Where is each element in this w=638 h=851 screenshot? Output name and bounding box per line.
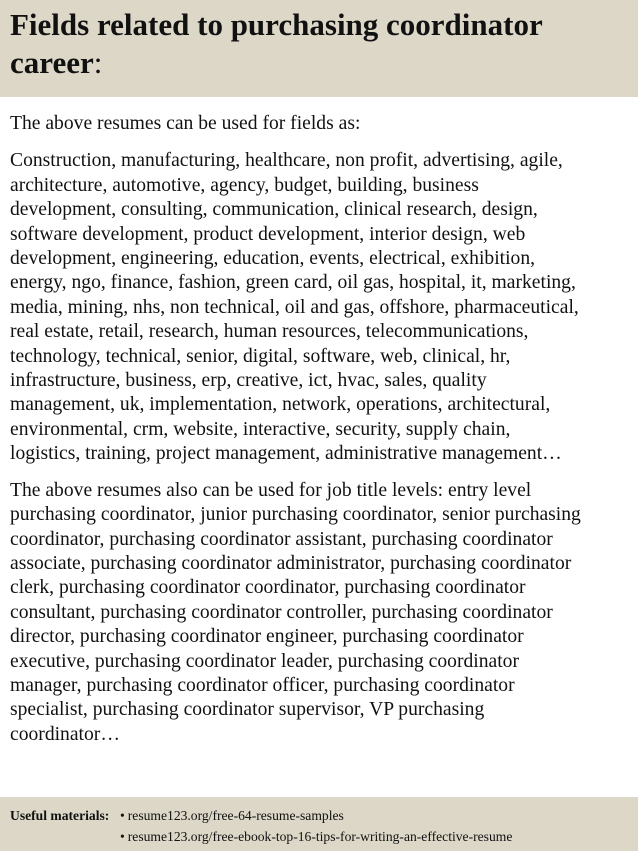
resume-samples-link[interactable]: resume123.org/free-64-resume-samples xyxy=(127,808,344,823)
job-levels-line: executive, purchasing coordinator leader, purchasing coordinator xyxy=(10,650,519,672)
fields-line: development, engineering, education, events, electrical, exhibition, xyxy=(10,248,536,270)
fields-line: software development, product development, interior design, web xyxy=(10,223,526,245)
bullet-icon: • xyxy=(120,808,125,823)
job-levels-line: coordinator… xyxy=(10,723,120,745)
job-levels-line: director, purchasing coordinator engineer, purchasing coordinator xyxy=(10,626,524,648)
fields-paragraph xyxy=(10,149,634,466)
fields-line: architecture, automotive, agency, budget, building, business xyxy=(10,174,479,196)
title-line-1: Fields related to purchasing coordinator xyxy=(10,7,543,42)
fields-line: development, consulting, communication, clinical research, design, xyxy=(10,199,538,221)
useful-materials-label-text: Useful materials xyxy=(10,808,105,823)
footer-row xyxy=(10,826,638,847)
page-title xyxy=(10,6,628,82)
fields-line: environmental, crm, website, interactive, security, supply chain, xyxy=(10,418,511,440)
fields-line: management, uk, implementation, network, operations, architectural, xyxy=(10,394,551,416)
footer-row xyxy=(10,805,638,826)
job-levels-paragraph xyxy=(10,479,634,747)
title-colon: : xyxy=(93,45,103,80)
ebook-tips-link[interactable]: resume123.org/free-ebook-top-16-tips-for-writing-an-effective-resume xyxy=(127,829,513,844)
title-line-2: career xyxy=(10,45,94,80)
job-levels-line: clerk, purchasing coordinator coordinator, purchasing coordinator xyxy=(10,577,526,599)
fields-line: energy, ngo, finance, fashion, green card, oil gas, hospital, it, marketing, xyxy=(10,272,576,294)
useful-materials-label-colon: : xyxy=(104,808,110,823)
job-levels-line: coordinator, purchasing coordinator assistant, purchasing coordinator xyxy=(10,528,553,550)
bullet-icon: • xyxy=(120,829,125,844)
fields-line: real estate, retail, research, human resources, telecommunications, xyxy=(10,321,529,343)
job-levels-line: associate, purchasing coordinator administrator, purchasing coordinator xyxy=(10,552,572,574)
fields-line: logistics, training, project management, administrative management… xyxy=(10,443,562,465)
useful-materials-footer xyxy=(0,797,638,851)
job-levels-line: purchasing coordinator, junior purchasing coordinator, senior purchasing xyxy=(10,504,581,526)
useful-materials-label xyxy=(10,805,120,826)
fields-line: technology, technical, senior, digital, software, web, clinical, hr, xyxy=(10,345,511,367)
fields-line: Construction, manufacturing, healthcare, non profit, advertising, agile, xyxy=(10,150,563,172)
intro-text: The above resumes can be used for fields as: xyxy=(10,113,361,134)
job-levels-line: consultant, purchasing coordinator controller, purchasing coordinator xyxy=(10,601,553,623)
job-levels-line: manager, purchasing coordinator officer, purchasing coordinator xyxy=(10,674,515,696)
fields-line: infrastructure, business, erp, creative, ict, hvac, sales, quality xyxy=(10,370,487,392)
job-levels-line: The above resumes also can be used for job title levels: entry level xyxy=(10,479,532,501)
main-content xyxy=(10,112,634,747)
job-levels-line: specialist, purchasing coordinator supervisor, VP purchasing xyxy=(10,699,485,721)
fields-line: media, mining, nhs, non technical, oil and gas, offshore, pharmaceutical, xyxy=(10,296,579,318)
page-header xyxy=(0,0,638,97)
